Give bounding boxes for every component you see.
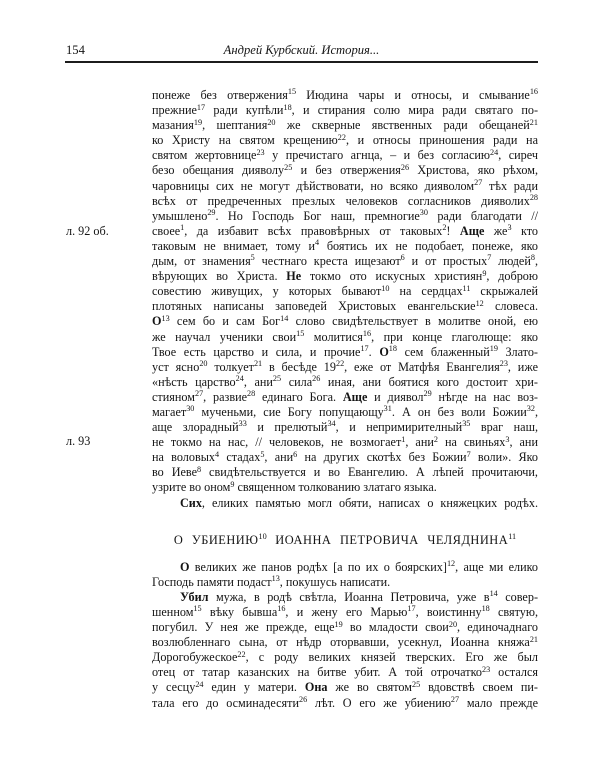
text-line: вѣрующих во Христа. Не токмо ото искусных християн$^9$, доброю xyxy=(152,269,538,284)
section-heading: О УБИЕНИЮ$^{10}$ ИОАННА ПЕТРОВИЧА ЧЕЛЯДНИНА$^{11}$ xyxy=(173,532,517,547)
text-line: понеже без отвержения$^{15}$ Июдина чары и относы, и смывание$^{16}$ xyxy=(152,88,538,102)
text-line: мазания$^{19}$, шептания$^{20}$ же скверные явственных ради обещаней$^{21}$ xyxy=(152,118,538,133)
text-line: Сих, еликих памятью могл обяти, написах о княжецких родѣх. xyxy=(180,495,538,510)
paragraph xyxy=(152,590,538,711)
text-line: дым, от знамения$^5$ честнаго креста ищезают$^6$ и от простых$^7$ людей$^8$, xyxy=(152,254,538,269)
text-line: чаровницы сих не могут дѣйствовати, но всяко дияволом$^{27}$ тѣх ради xyxy=(152,178,538,193)
text-line: совестию живущих, у которых бывают$^{10}$ на сердцах$^{11}$ скрыжалей xyxy=(152,284,538,299)
text-line: $О^{13}$ сем бо и сам Бог$^{14}$ слово свидѣтельствует в молитве оной, ею xyxy=(152,314,538,329)
text-line: О великих же панов родѣх [а по их о боярских]$^{12}$, аще ми елико xyxy=(180,559,538,574)
text-line: не токмо на нас, // человеков, не возмогает$^1$, ани$^2$ на свиньях$^3$, ани xyxy=(152,435,538,450)
text-line: Дорогобужеское$^{22}$, с роду великих князей тверских. Его же был xyxy=(152,650,538,665)
running-title: Андрей Курбский. История... xyxy=(223,43,380,57)
text-line: Господь памяти подаст$^{13}$, покушусь написати. xyxy=(152,574,391,589)
text-line: магает$^{30}$ мученьми, сие Богу попущающу$^{31}$. А он без воли Божии$^{32}$, xyxy=(152,404,538,419)
paragraph xyxy=(152,560,538,590)
text-line: плотяных написаны заповедей Христовых евангельские$^{12}$ словеса. xyxy=(152,299,538,314)
body-text xyxy=(152,88,538,711)
text-line: Убил мужа, в родѣ свѣтла, Иоанна Петровича, уже $в^{14}$ совер- xyxy=(180,589,538,604)
text-line: же научал ученики свои$^{15}$ молитися$^{16}$, при конце глаголюще: яко xyxy=(152,329,538,344)
text-line: у сесцу$^{24}$ един у матери. Она же во святом$^{25}$ вдовствѣ своем пи- xyxy=(152,680,538,695)
text-line: прежние$^{17}$ ради купѣли$^{18}$, и стирания солю мира ради святаго по- xyxy=(152,103,538,118)
text-line: безо обещания дияволу$^{25}$ и без отвержения$^{26}$ Христова, яко рѣхом, xyxy=(152,163,538,178)
text-line: на воловых$^4$ стадах$^5$, ани$^6$ на других скотѣх без Божии$^7$ воли». Яко xyxy=(152,450,538,465)
text-line: всѣх от предреченных презлых человеков согласников дияволих$^{28}$ xyxy=(152,193,538,208)
text-line: тала его до осминадесяти$^{26}$ лѣт. О его же убиению$^{27}$ мало прежде xyxy=(152,695,538,710)
page-number: 154 xyxy=(66,43,85,57)
text-line: умышлено$^{29}$. Но Господь Бог наш, премногие$^{30}$ ради благодати // xyxy=(152,208,538,223)
text-line: своее$^1$, да избавит всѣх правовѣрных от таковых$^2$! Аще $же^3$ кто xyxy=(152,223,538,238)
text-line: стияном$^{27}$, развие$^{28}$ единаго Бога. Аще и диявол$^{29}$ нѣгде на нас воз- xyxy=(152,389,538,404)
folio-margin-note: л. 93 xyxy=(66,434,91,448)
text-line: таковым не внимает, тому $и^4$ боятись их не подобает, понеже, яко xyxy=(152,238,538,253)
text-line: узрите во оном$^9$ священном толкованию златаго языка. xyxy=(152,480,437,495)
text-line: погубил. У нея же прежде, еще$^{19}$ во младости свои$^{20}$, единочаднаго xyxy=(152,620,538,635)
text-line: уст ясно$^{20}$ толкует$^{21}$ в бесѣде $19^{22}$, еже от Матфѣя Евангелия$^{23}$, иже xyxy=(152,359,538,374)
text-line: шенном$^{15}$ вѣку бывша$^{16}$, и жену его Марью$^{17}$, воистинну$^{18}$ святую, xyxy=(152,605,538,619)
text-line: возлюбленнаго сына, от нѣдр оторвавши, усекнул, Иоанна княжа$^{21}$ xyxy=(152,635,538,650)
header-rule xyxy=(65,61,538,63)
text-line: аще злорадный$^{33}$ и прелютый$^{34}$, и непримирителный$^{35}$ враг наш, xyxy=(152,420,538,435)
text-line: Твое есть царство и сила, и прочие$^{17}$. $О^{18}$ сем блаженный$^{19}$ Злато- xyxy=(152,344,538,359)
text-line: «нѣсть царство$^{24}$, ани$^{25}$ сила$^{26}$ иная, ани боятися кого достоит хри- xyxy=(152,374,538,389)
folio-margin-note: л. 92 об. xyxy=(66,224,109,238)
text-line: святом жертовнице$^{23}$ у пречистаго агнца, – и без согласию$^{24}$, сиреч xyxy=(152,148,538,163)
paragraph xyxy=(152,88,538,496)
text-line: во Иеве$^8$ свидѣтельствуется и во Евангелию. А лѣпей прочитаючи, xyxy=(152,465,538,480)
text-line: ко Христу на святом крещению$^{22}$, и относы приношения ради на xyxy=(152,133,538,148)
paragraph xyxy=(152,496,538,511)
text-line: отец от татар казанских на битве убит. А той отрочатко$^{23}$ остался xyxy=(152,665,538,680)
